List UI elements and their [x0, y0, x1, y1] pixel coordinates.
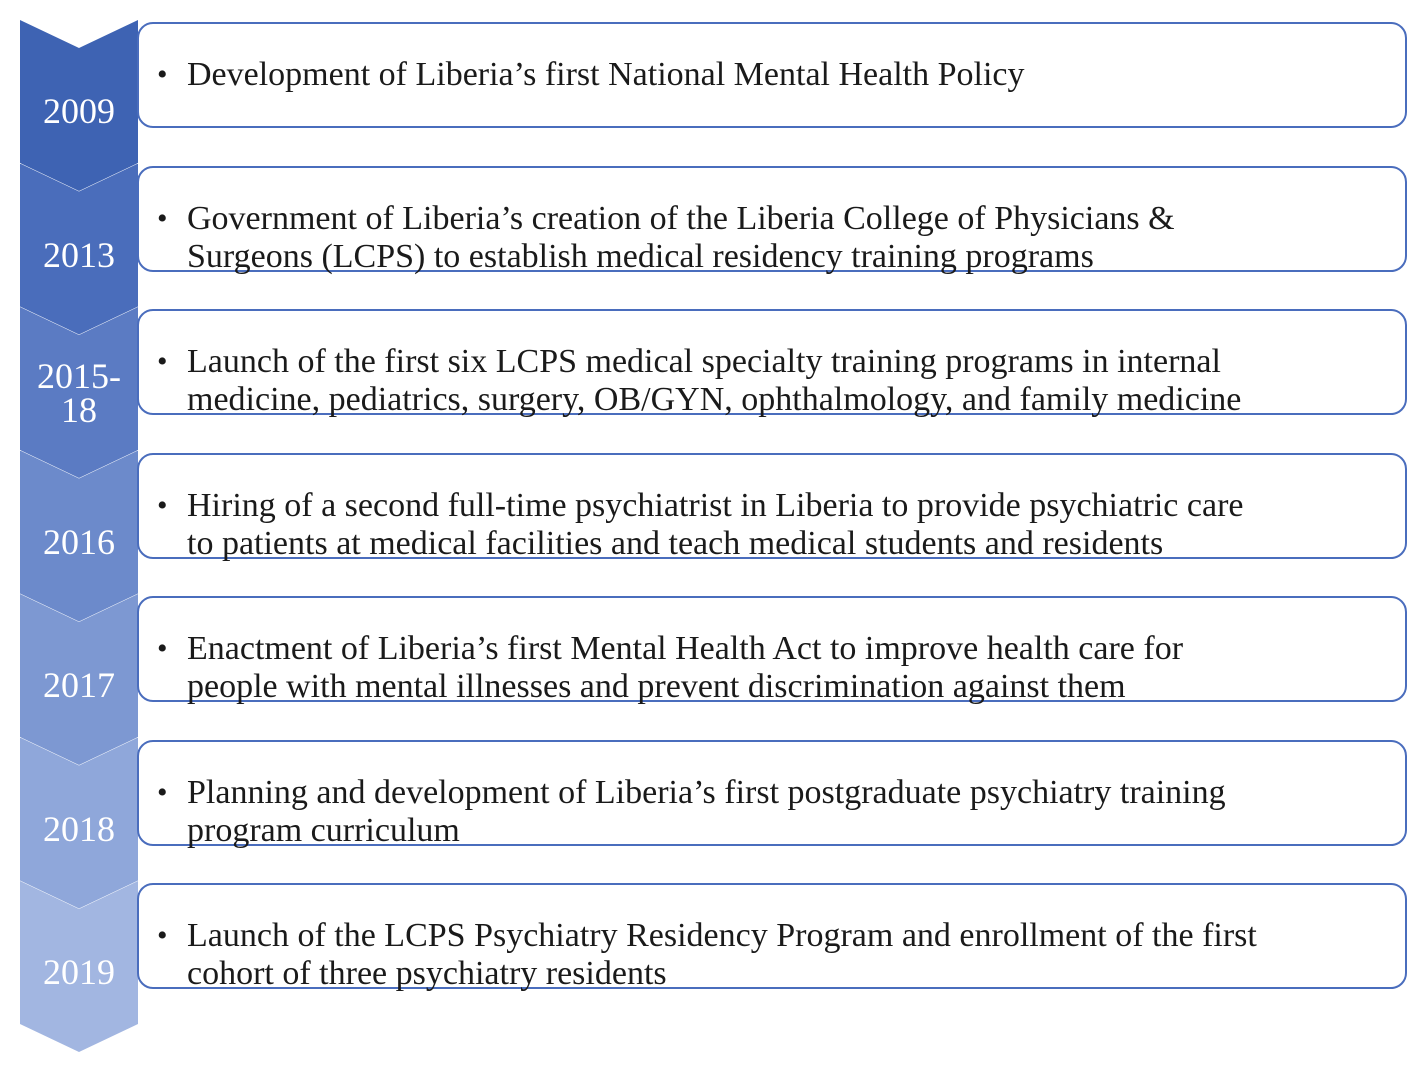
year-label-2016: 2016	[43, 521, 115, 562]
event-text	[157, 343, 1393, 419]
bullet-icon: •	[157, 919, 168, 952]
event-box-2017	[137, 596, 1407, 705]
event-box-2016	[137, 453, 1407, 562]
year-label-2009: 2009	[43, 91, 115, 131]
event-text	[157, 630, 1393, 706]
event-box-2019	[137, 883, 1407, 992]
event-line: people with mental illnesses and prevent discrimination against them	[187, 668, 1126, 705]
bullet-icon: •	[157, 488, 168, 522]
event-box-2015-18	[137, 309, 1407, 418]
event-line: to patients at medical facilities and teach medical students and residents	[187, 524, 1164, 562]
year-label-2018: 2018	[43, 808, 115, 849]
event-line: Government of Liberia’s creation of the Liberia College of Physicians &	[187, 199, 1175, 237]
event-box-2018	[137, 740, 1407, 849]
event-text	[157, 917, 1393, 993]
event-box-2009	[137, 22, 1407, 128]
bullet-icon: •	[157, 775, 168, 809]
year-label-2019: 2019	[43, 952, 115, 992]
event-text	[157, 199, 1393, 276]
bullet-icon: •	[157, 201, 168, 235]
event-box-2013	[137, 166, 1407, 275]
event-line: Enactment of Liberia’s first Mental Health Act to improve health care for	[187, 630, 1184, 667]
event-line: medicine, pediatrics, surgery, OB/GYN, ophthalmology, and family medicine	[187, 381, 1242, 418]
bullet-icon: •	[157, 345, 168, 378]
year-label-2013: 2013	[43, 234, 115, 275]
bullet-icon: •	[157, 58, 168, 91]
event-line: Launch of the first six LCPS medical specialty training programs in internal	[187, 343, 1221, 380]
event-text	[157, 56, 1393, 94]
event-text	[157, 773, 1393, 850]
year-label-2017: 2017	[43, 665, 115, 705]
event-line: Development of Liberia’s first National Mental Health Policy	[187, 56, 1025, 93]
event-line: Launch of the LCPS Psychiatry Residency Program and enrollment of the first	[187, 917, 1257, 954]
event-line: Planning and development of Liberia’s first postgraduate psychiatry training	[187, 773, 1226, 811]
event-line: Surgeons (LCPS) to establish medical residency training programs	[187, 237, 1094, 275]
bullet-icon: •	[157, 632, 168, 665]
event-line: program curriculum	[187, 811, 460, 849]
event-text	[157, 486, 1393, 563]
event-line: cohort of three psychiatry residents	[187, 955, 667, 992]
event-line: Hiring of a second full-time psychiatrist in Liberia to provide psychiatric care	[187, 486, 1244, 524]
year-label-2015-18: 2015- 18	[37, 356, 121, 430]
